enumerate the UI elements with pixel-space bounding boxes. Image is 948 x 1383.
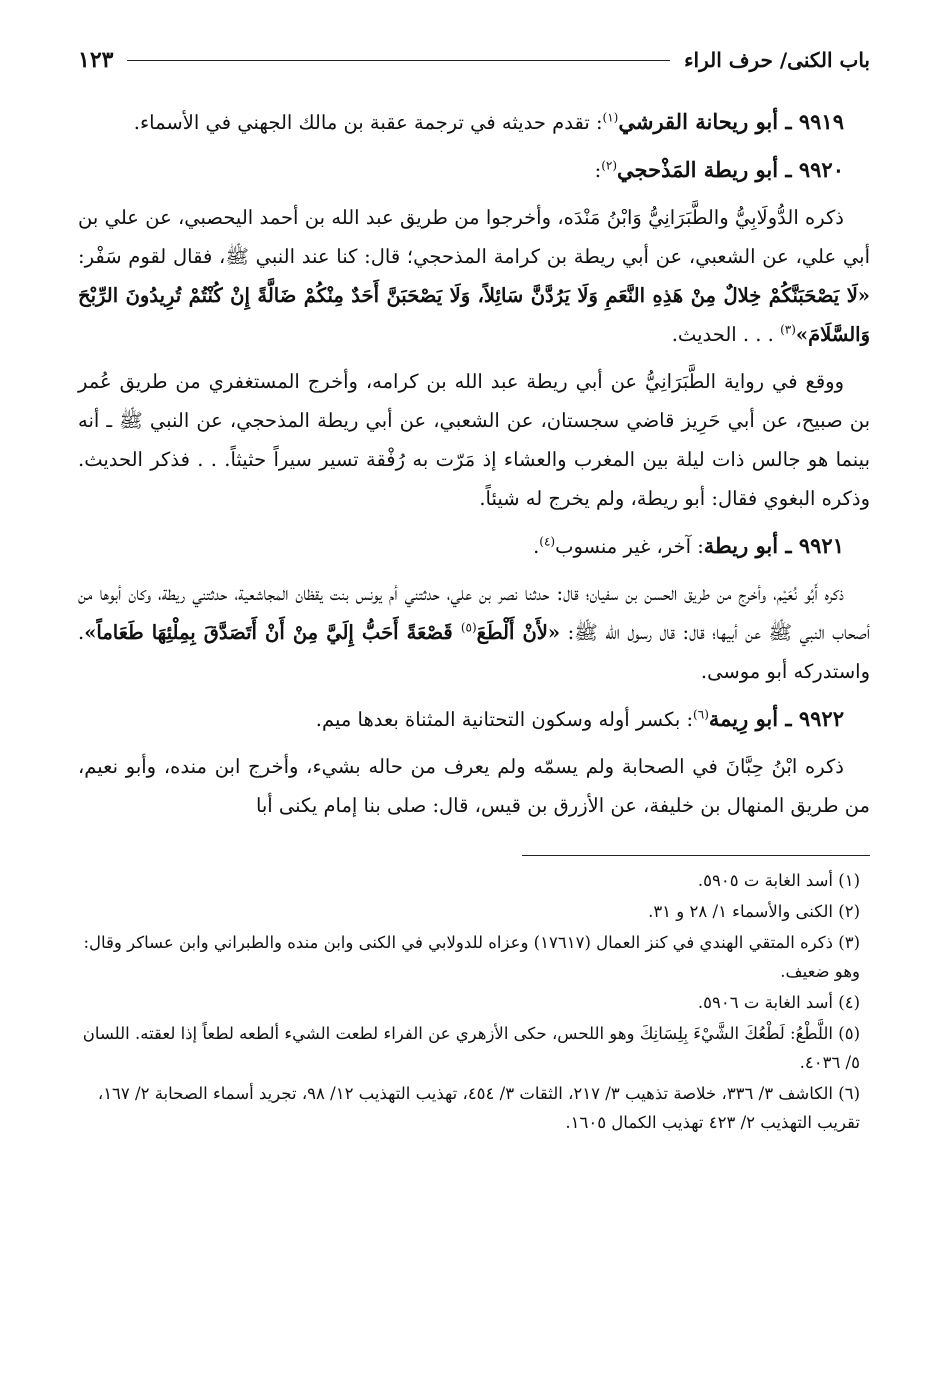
- entry-text: :: [594, 159, 602, 182]
- footnote-ref[interactable]: (٢): [601, 158, 618, 173]
- paragraph-text: . واستدركه أبو موسى.: [78, 621, 870, 683]
- paragraph-text: ذكره أَبُو نُعَيْم، وأخرج من طريق الحسن بن سفيان؛ قال: حدثنا نصر بن علي، حدثتني أم يونس بنت يقظان المجاشعية، حدثتني ريطة، وكان أبوها من أصحاب النبي ﷺ عن أبيها؛ قال: قال رسول الله ﷺ:: [78, 582, 871, 644]
- paragraph-text: ذكره ابْنُ حِبَّانَ في الصحابة ولم يسمّه ولم يعرف من حاله بشيء، وأخرج ابن منده، وأبو نعيم، من طريق المنهال بن خليفة، عن الأزرق بن قيس، قال: صلى بنا إمام يكنى أبا: [78, 755, 870, 817]
- footnote-ref[interactable]: (٥): [460, 620, 477, 635]
- entry-9922: [78, 699, 870, 739]
- page-number: ١٢٣: [78, 47, 114, 73]
- book-page: [78, 40, 870, 1139]
- entry-heading: ٩٩٢٢ ـ أبو رِيمة: [708, 706, 844, 731]
- footnote-ref[interactable]: (١): [602, 110, 619, 125]
- footnotes: [78, 866, 870, 1137]
- footnote-item: (٣) ذكره المتقي الهندي في كنز العمال (١٧٦١٧) وعزاه للدولابي في الكنى وابن منده والطبراني وابن عساكر وقال: وهو ضعيف.: [83, 933, 860, 981]
- entry-text: : تقدم حديثه في ترجمة عقبة بن مالك الجهني في الأسماء.: [133, 111, 603, 134]
- entry-9920-paragraph: [78, 198, 870, 354]
- footnote-item: (٤) أسد الغابة ت ٥٩٠٦.: [697, 993, 860, 1012]
- hadith-text: «لأَنْ أَلْطَعَ: [476, 621, 561, 644]
- main-text: [78, 102, 870, 825]
- hadith-text: قَصْعَةً أَحَبُّ إِلَيَّ مِنْ أَنْ أَتَصَدَّقَ بِمِلْئِهَا طَعَاماً»: [84, 621, 461, 644]
- entry-heading: ٩٩٢٠ ـ أبو ريطة المَذْحجي: [617, 157, 844, 182]
- footnote-item: (١) أسد الغابة ت ٥٩٠٥.: [697, 871, 860, 890]
- paragraph-text: ذكره الدُّولَابِيُّ والطَّبَرَانِيُّ وَابْنُ مَنْدَه، وأخرجوا من طريق عبد الله بن أحمد اليحصبي، عن علي بن أبي علي، عن الشعبي، عن أبي ريطة بن كرامة المذحجي؛ قال: كنا عند النبي ﷺ، فقال لقوم سَفْر:: [78, 206, 870, 268]
- header-rule: [127, 60, 670, 61]
- footnote-item: (٢) الكنى والأسماء ١/ ٢٨ و ٣١.: [648, 902, 860, 921]
- entry-9922-paragraph: [78, 747, 870, 825]
- footnote-ref[interactable]: (٣): [780, 322, 796, 337]
- entry-heading: ٩٩٢١ ـ أبو ريطة: [703, 533, 844, 558]
- entry-9919: [78, 102, 870, 142]
- footnote-item: (٦) الكاشف ٣/ ٣٣٦، خلاصة تذهيب ٣/ ٢١٧، الثقات ٣/ ٤٥٤، تهذيب التهذيب ١٢/ ٩٨، تجريد أسماء الصحابة ٢/ ١٦٧، تقريب التهذيب ٢/ ٤٢٣ تهذيب الكمال ١٦٠٥.: [97, 1084, 860, 1132]
- paragraph-text: . . . الحديث.: [671, 323, 781, 346]
- entry-text: : آخر، غير منسوب: [555, 535, 704, 558]
- footnote-separator: [522, 855, 870, 856]
- running-header-title: باب الكنى/ حرف الراء: [684, 48, 870, 72]
- footnote-ref[interactable]: (٤): [539, 534, 556, 549]
- footnote-ref[interactable]: (٦): [693, 707, 709, 722]
- footnote-item: (٥) اللَّطْعُ: لَطْعُكَ الشَّيْءَ بِلِسَانِكَ وهو اللحس، حكى الأزهري عن الفراء لطعت الشيء ألطعه لطعاً إذا لعقته. اللسان ٥/ ٤٠٣٦.: [82, 1024, 860, 1072]
- paragraph-text: ووقع في رواية الطَّبَرَانِيُّ عن أبي ريطة عبد الله بن كرامه، وأخرج المستغفري من طريق عُمر بن صبيح، عن أبي حَرِيز قاضي سجستان، عن الشعبي، عن أبي ريطة المذحجي، عن النبي ﷺ ـ أنه بينما هو جالس ذات ليلة بين المغرب والعشاء إذ مَرّت به رُفْقة تسير سيراً حثيثاً. . . فذكر الحديث. وذكره البغوي فقال: أبو ريطة، ولم يخرج له شيئاً.: [78, 370, 870, 510]
- running-header: [78, 40, 870, 80]
- entry-text: : بكسر أوله وسكون التحتانية المثناة بعدها ميم.: [315, 708, 694, 731]
- entry-9921-paragraph: [78, 574, 870, 691]
- entry-9920: [78, 150, 870, 190]
- entry-9921: [78, 526, 870, 566]
- entry-text-end: .: [533, 535, 540, 558]
- entry-9920-paragraph: [78, 362, 870, 518]
- entry-heading: ٩٩١٩ ـ أبو ريحانة القرشي: [618, 109, 844, 134]
- hadith-text: «لَا يَصْحَبَنَّكُمْ خِلالٌ مِنْ هَذِهِ النَّعَمِ وَلَا يَرُدَّنَّ سَائِلاً، وَلَا يَصْحَبَنَّ أَحَدٌ مِنْكُمْ ضَالَّةً إِنْ كُنْتُمْ تُرِيدُونَ الرِّبْحَ وَالسَّلَامَ»: [78, 284, 870, 346]
